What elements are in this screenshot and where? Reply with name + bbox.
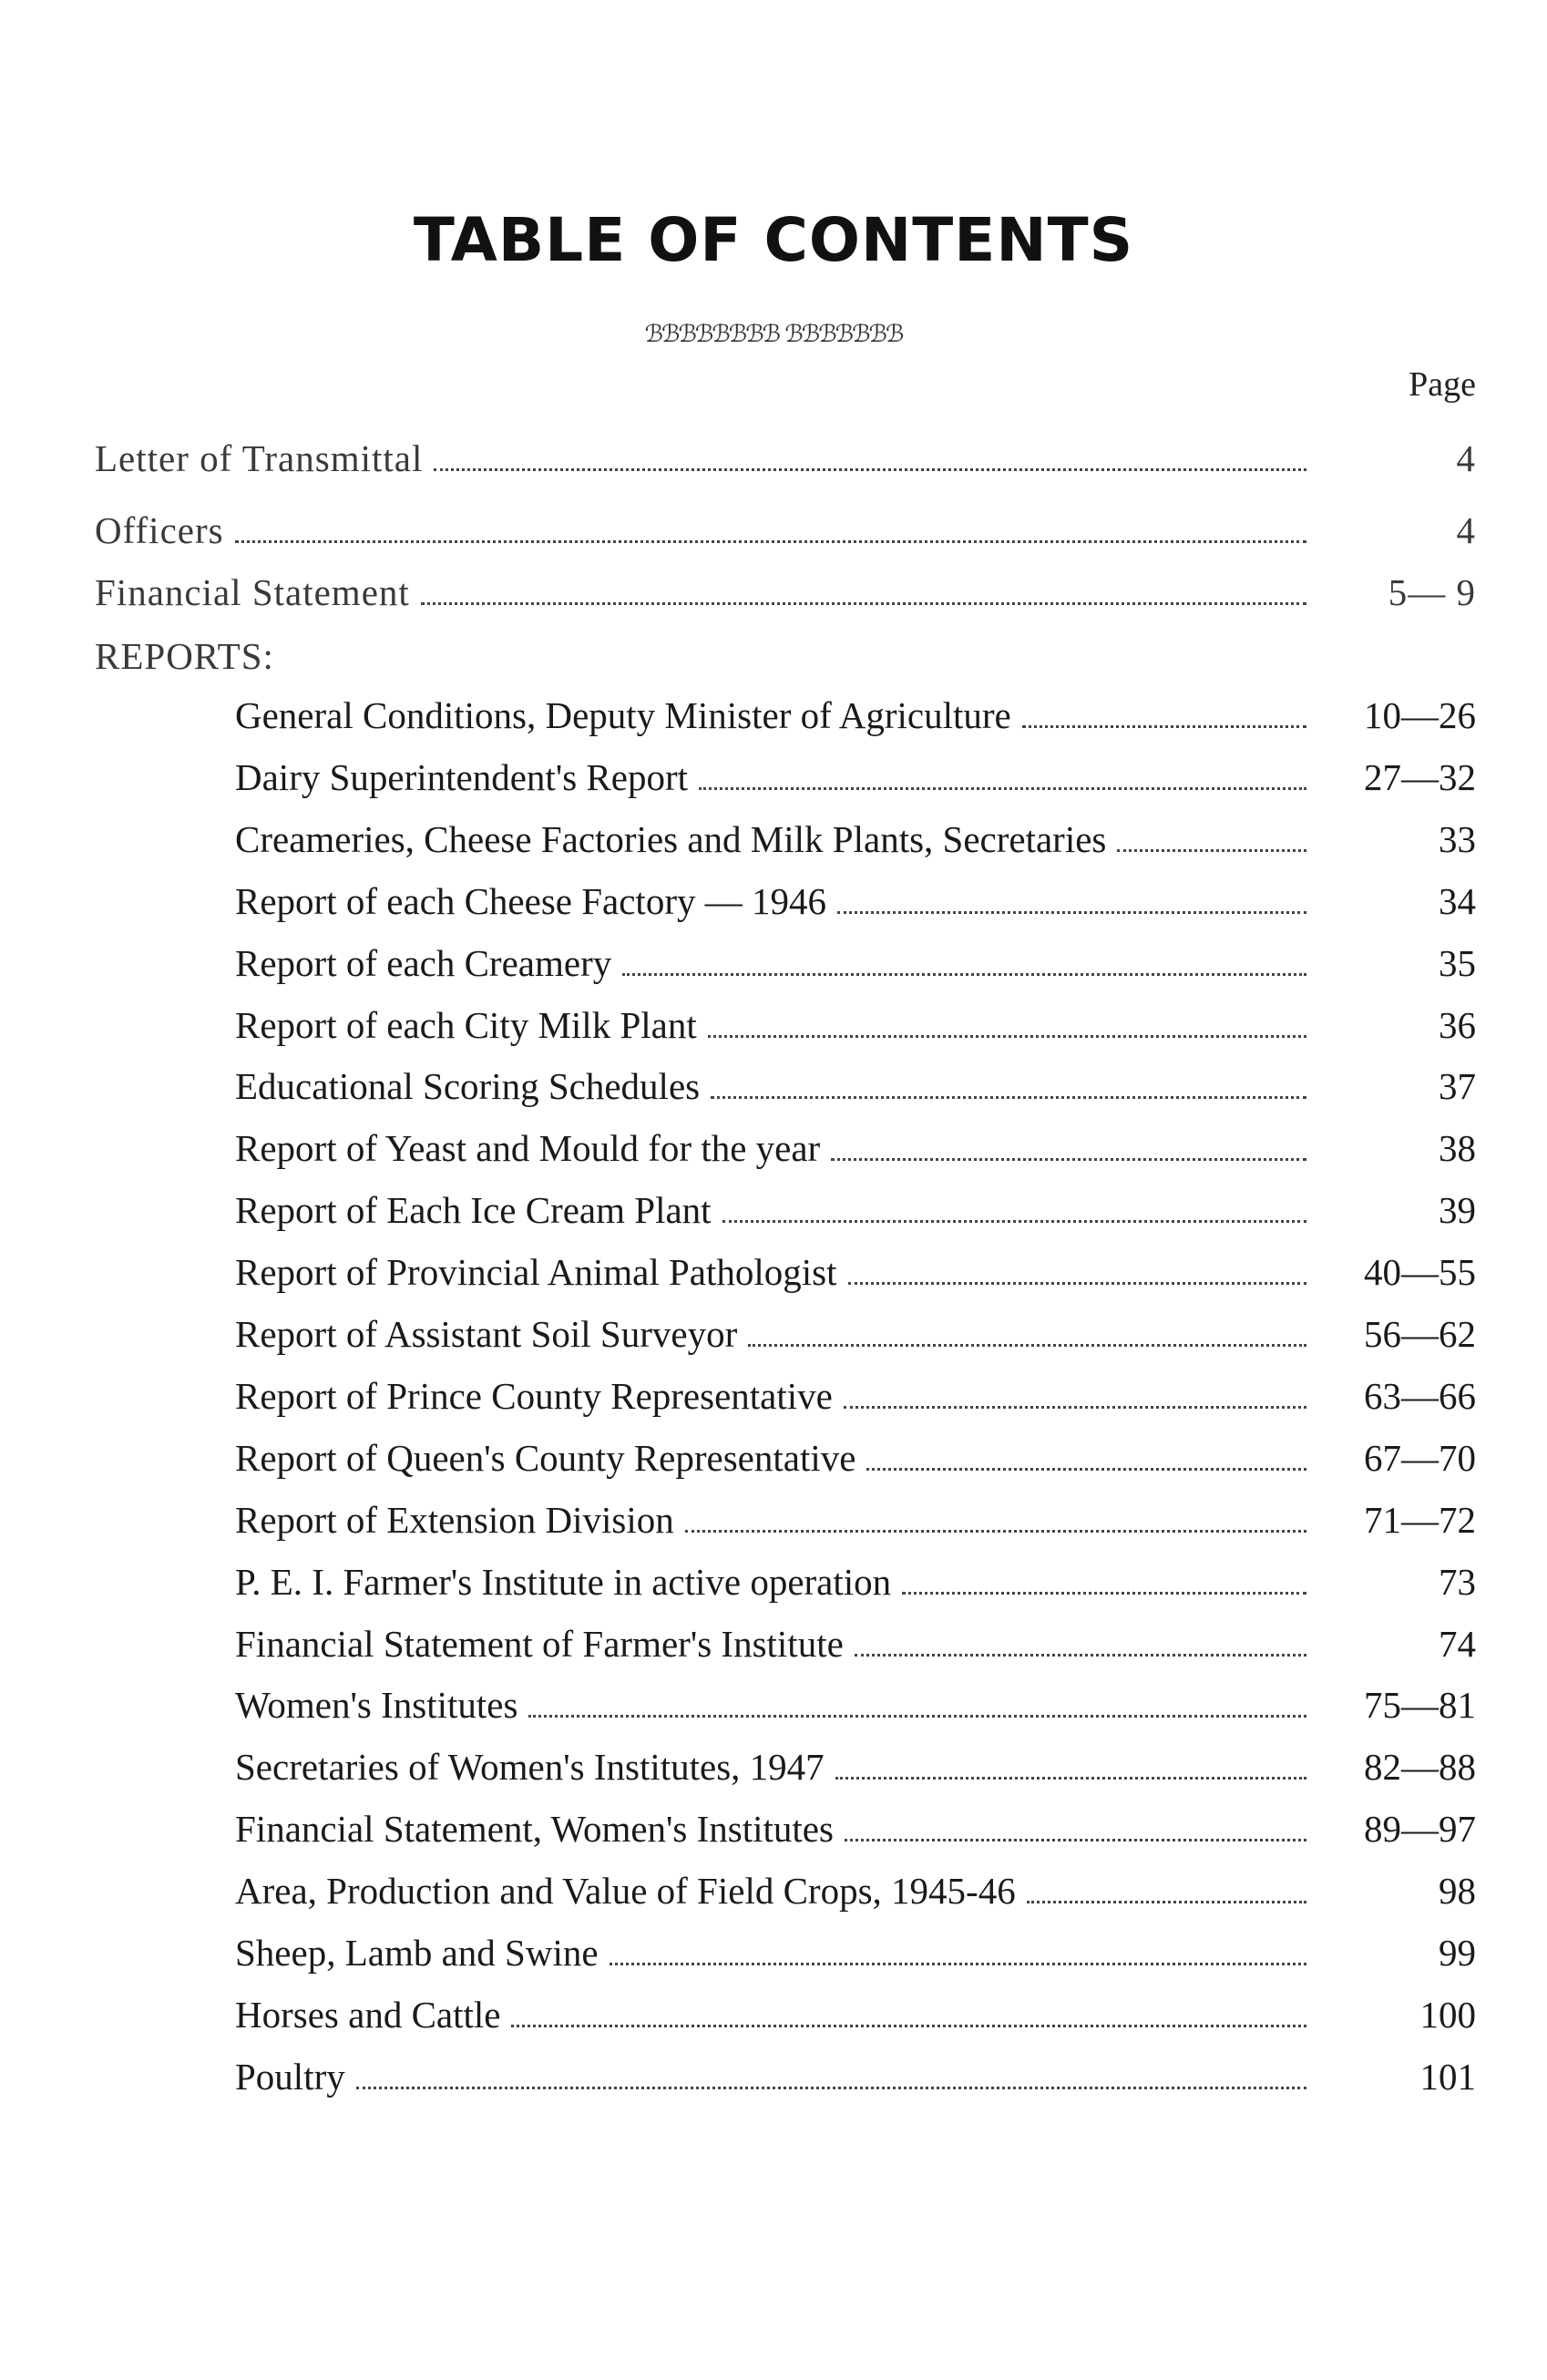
dot-leader — [848, 1282, 1306, 1285]
toc-entry-page: 99 — [1439, 1932, 1476, 1974]
dot-leader — [748, 1344, 1306, 1347]
dot-leader — [855, 1654, 1306, 1657]
toc-entry-page: 33 — [1439, 818, 1476, 860]
dot-leader — [528, 1715, 1306, 1718]
toc-entry-page: 37 — [1439, 1065, 1476, 1107]
dot-leader — [1117, 849, 1306, 852]
dot-leader — [708, 1035, 1306, 1038]
toc-entry-page: 34 — [1439, 880, 1476, 922]
toc-entry — [235, 940, 1476, 986]
dot-leader — [235, 540, 1306, 543]
toc-entry-page: 36 — [1439, 1004, 1476, 1046]
dot-leader — [722, 1220, 1306, 1223]
toc-entry — [235, 2054, 1476, 2099]
toc-entry-label: Area, Production and Value of Field Crops, 1945-46 — [235, 1870, 1016, 1912]
dot-leader — [685, 1530, 1306, 1533]
dot-leader — [837, 911, 1306, 914]
toc-entry-page: 89—97 — [1364, 1808, 1476, 1850]
toc-entry-label: Secretaries of Women's Institutes, 1947 — [235, 1746, 825, 1788]
toc-entry-label: Horses and Cattle — [235, 1994, 501, 2036]
toc-entry-page: 27—32 — [1364, 756, 1476, 798]
toc-entry — [235, 1373, 1476, 1419]
page-title: TABLE OF CONTENTS — [413, 205, 1134, 275]
toc-entry — [235, 1744, 1476, 1790]
toc-entry — [235, 1311, 1476, 1357]
dot-leader — [902, 1592, 1306, 1595]
toc-entry — [235, 1682, 1476, 1728]
dot-leader — [610, 1963, 1306, 1965]
toc-entry — [235, 1868, 1476, 1913]
toc-entry-page: 82—88 — [1364, 1746, 1476, 1788]
toc-entry — [95, 436, 1476, 481]
toc-entry-label: Letter of Transmittal — [95, 437, 424, 479]
dot-leader — [421, 602, 1306, 605]
page-column-header: Page — [1409, 365, 1476, 404]
toc-entry-page: 39 — [1439, 1189, 1476, 1231]
ornament-divider: ℬℬℬℬℬℬℬℬ ℬℬℬℬℬℬℬ — [644, 321, 903, 348]
toc-entry — [235, 1435, 1476, 1481]
toc-entry — [235, 816, 1476, 862]
toc-entry-label: Report of Queen's County Representative — [235, 1437, 856, 1479]
toc-entry-label: P. E. I. Farmer's Institute in active operation — [235, 1561, 892, 1603]
toc-entry-page: 74 — [1439, 1623, 1476, 1665]
toc-entry-label: General Conditions, Deputy Minister of Agriculture — [235, 694, 1011, 736]
toc-entry-label: Financial Statement, Women's Institutes — [235, 1808, 834, 1850]
toc-entry-label: Financial Statement of Farmer's Institute — [235, 1623, 844, 1665]
toc-entry-label: Dairy Superintendent's Report — [235, 756, 689, 798]
dot-leader — [434, 468, 1306, 471]
toc-entry-page: 100 — [1419, 1994, 1476, 2036]
dot-leader — [1022, 725, 1306, 728]
toc-entry-label: Report of Extension Division — [235, 1499, 674, 1541]
toc-entry-page: 56—62 — [1364, 1313, 1476, 1355]
toc-entry-label: Financial Statement — [95, 571, 410, 613]
toc-entry — [235, 1249, 1476, 1295]
toc-entry-label: Officers — [95, 509, 224, 551]
toc-entry — [235, 1063, 1476, 1109]
toc-entry — [235, 1497, 1476, 1543]
toc-entry-label: Report of Provincial Animal Pathologist — [235, 1251, 837, 1293]
toc-entry-label: Educational Scoring Schedules — [235, 1065, 701, 1107]
dot-leader — [866, 1468, 1306, 1471]
toc-entry-page: 71—72 — [1364, 1499, 1476, 1541]
toc-entry — [95, 569, 1476, 615]
toc-entry — [235, 1992, 1476, 2037]
toc-entry — [235, 1002, 1476, 1048]
dot-leader — [845, 1839, 1306, 1841]
toc-entry-page: 10—26 — [1364, 694, 1476, 736]
toc-entry — [235, 1125, 1476, 1171]
toc-entry — [235, 754, 1476, 800]
toc-entry-label: Sheep, Lamb and Swine — [235, 1932, 599, 1974]
toc-entry-page: 67—70 — [1364, 1437, 1476, 1479]
toc-entry — [235, 692, 1476, 738]
toc-entry-page: 5— 9 — [1388, 571, 1476, 613]
toc-entry — [235, 878, 1476, 924]
toc-entry-page: 101 — [1419, 2056, 1476, 2098]
dot-leader — [356, 2087, 1306, 2089]
toc-entry-page: 4 — [1456, 437, 1476, 479]
dot-leader — [699, 787, 1306, 790]
toc-entry-label: Report of Assistant Soil Surveyor — [235, 1313, 738, 1355]
dot-leader — [844, 1406, 1306, 1409]
toc-entry-label: Report of each Cheese Factory — 1946 — [235, 880, 826, 922]
dot-leader — [831, 1158, 1306, 1161]
toc-entry-page: 4 — [1456, 509, 1476, 551]
toc-entry — [235, 1930, 1476, 1975]
toc-entry — [235, 1806, 1476, 1852]
toc-entry-label: Report of each Creamery — [235, 942, 612, 984]
dot-leader — [835, 1777, 1306, 1780]
toc-entry-page: 75—81 — [1364, 1684, 1476, 1726]
reports-heading: REPORTS: — [95, 635, 274, 677]
toc-entry-label: Report of Prince County Representative — [235, 1375, 833, 1417]
toc-entry-label: Report of each City Milk Plant — [235, 1004, 697, 1046]
toc-entry — [235, 1187, 1476, 1233]
toc-entry-label: Report of Each Ice Cream Plant — [235, 1189, 712, 1231]
toc-entry-label: Creameries, Cheese Factories and Milk Plants, Secretaries — [235, 818, 1107, 860]
toc-entry-label: Report of Yeast and Mould for the year — [235, 1127, 821, 1169]
toc-entry — [95, 508, 1476, 553]
toc-entry-page: 63—66 — [1364, 1375, 1476, 1417]
dot-leader — [1027, 1901, 1306, 1903]
toc-entry — [235, 1559, 1476, 1605]
dot-leader — [711, 1096, 1306, 1099]
toc-entry-label: Poultry — [235, 2056, 345, 2098]
toc-entry-label: Women's Institutes — [235, 1684, 518, 1726]
toc-entry — [235, 1621, 1476, 1667]
toc-entry-page: 38 — [1439, 1127, 1476, 1169]
toc-entry-page: 35 — [1439, 942, 1476, 984]
toc-entry-page: 40—55 — [1364, 1251, 1476, 1293]
toc-entry-page: 98 — [1439, 1870, 1476, 1912]
dot-leader — [511, 2025, 1306, 2027]
toc-entry-page: 73 — [1439, 1561, 1476, 1603]
dot-leader — [622, 973, 1306, 976]
